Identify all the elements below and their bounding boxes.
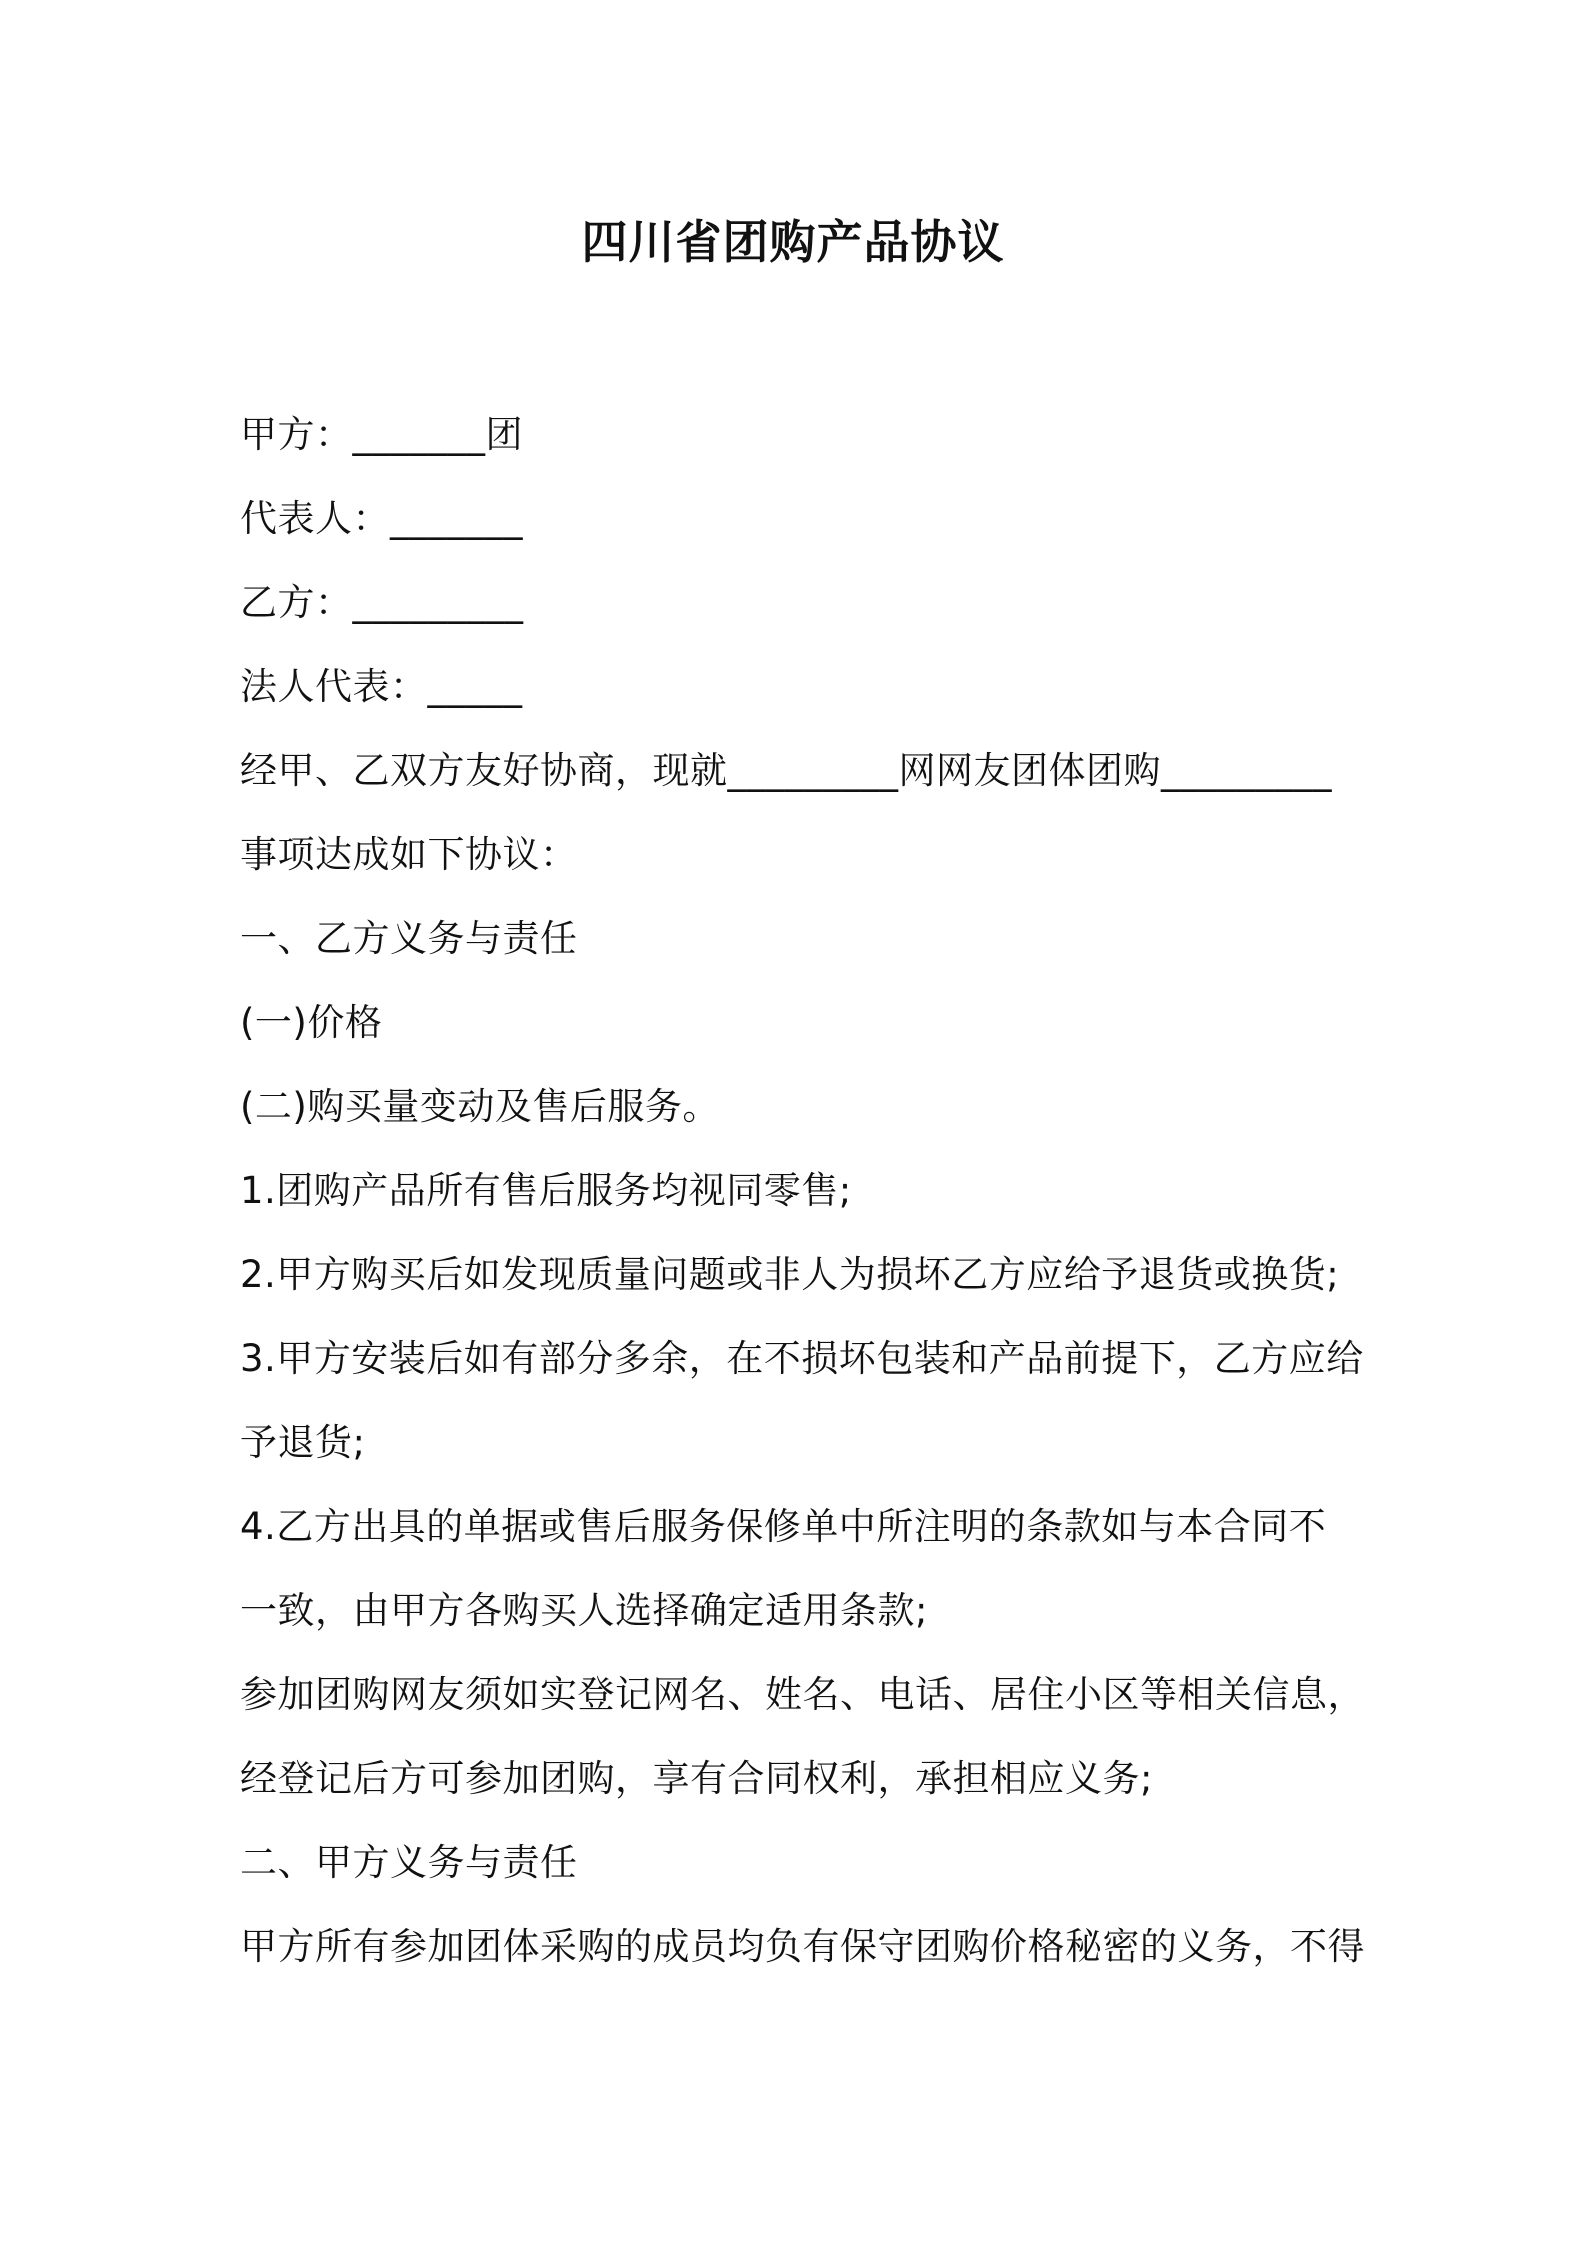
representative-line: 代表人：_______ [240, 497, 523, 540]
registration-line-2: 经登记后方可参加团购，享有合同权利，承担相应义务; [240, 1757, 1153, 1800]
clause-1: 1.团购产品所有售后服务均视同零售; [240, 1169, 852, 1212]
legal-representative-line: 法人代表：_____ [240, 665, 523, 708]
preamble-line-2: 事项达成如下协议： [240, 833, 578, 876]
party-b-line: 乙方：_________ [240, 581, 524, 624]
section-heading-2: 二、甲方义务与责任 [240, 1841, 578, 1884]
party-a-line: 甲方：_______团 [240, 413, 523, 456]
document-title: 四川省团购产品协议 [581, 215, 1005, 269]
clause-3-line-2: 予退货; [240, 1421, 366, 1464]
clause-4-line-2: 一致，由甲方各购买人选择确定适用条款; [240, 1589, 928, 1632]
registration-line-1: 参加团购网友须如实登记网名、姓名、电话、居住小区等相关信息， [240, 1673, 1365, 1716]
clause-3-line-1: 3.甲方安装后如有部分多余，在不损坏包装和产品前提下，乙方应给 [240, 1337, 1364, 1380]
clause-2: 2.甲方购买后如发现质量问题或非人为损坏乙方应给予退货或换货; [240, 1253, 1340, 1296]
section-heading-1: 一、乙方义务与责任 [240, 917, 578, 960]
confidentiality-line: 甲方所有参加团体采购的成员均负有保守团购价格秘密的义务，不得 [240, 1925, 1365, 1968]
subsection-after-sales: (二)购买量变动及售后服务。 [240, 1085, 720, 1128]
preamble-line-1: 经甲、乙双方友好协商，现就_________网网友团体团购_________ [240, 749, 1332, 792]
subsection-price: (一)价格 [240, 1001, 383, 1044]
clause-4-line-1: 4.乙方出具的单据或售后服务保修单中所注明的条款如与本合同不 [240, 1505, 1327, 1548]
